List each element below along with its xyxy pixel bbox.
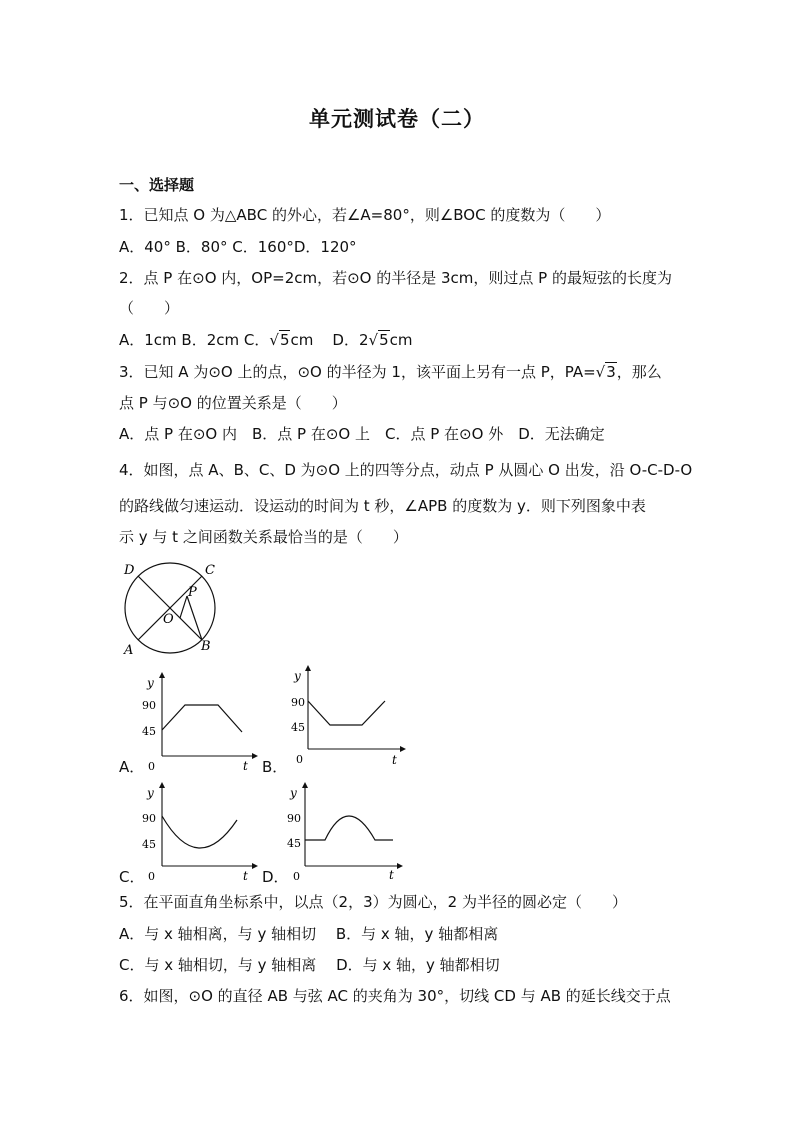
svg-text:y: y [294,669,301,683]
svg-text:0: 0 [293,870,300,883]
svg-text:y: y [147,786,154,800]
svg-text:t: t [389,868,394,882]
q3-options: A．点 P 在⊙O 内 B．点 P 在⊙O 上 C．点 P 在⊙O 外 D．无法确定 [119,425,605,443]
svg-text:y: y [147,676,154,690]
q3-stem-cont: 点 P 与⊙O 的位置关系是（ ） [119,394,347,412]
choice-a-label[interactable]: A． [119,758,145,776]
q2-stem: 2．点 P 在⊙O 内，OP=2cm，若⊙O 的半径是 3cm，则过点 P 的最短弦的长度为 [119,269,672,287]
graph-b [290,663,410,768]
svg-text:45: 45 [142,838,156,851]
svg-text:t: t [243,869,248,883]
choice-c-label[interactable]: C． [119,868,145,886]
q5-options-ab: A．与 x 轴相离，与 y 轴相切 B．与 x 轴，y 轴都相离 [119,925,499,943]
q2-unit-d: cm [389,331,413,349]
svg-text:90: 90 [142,699,156,712]
q3-sqrt: √3 [595,363,616,381]
graph-c-curve [162,816,237,848]
svg-text:0: 0 [148,870,155,883]
q1-options: A．40° B．80° C．160°D．120° [119,238,357,256]
label-o: O [163,612,174,627]
label-p: P [188,585,197,600]
graph-a [140,670,260,775]
q3-stem-post: ，那么 [616,363,662,381]
choice-b-label[interactable]: B． [262,758,288,776]
svg-text:45: 45 [291,721,305,734]
q2-unit-c: cm [290,331,314,349]
q2-option-ab: A．1cm B．2cm C． [119,331,270,349]
svg-text:90: 90 [287,812,301,825]
svg-text:0: 0 [148,760,155,773]
svg-text:90: 90 [142,812,156,825]
q2-sqrt-c: √5 [269,331,290,349]
page-title: 单元测试卷（二） [309,107,485,131]
q4-circle-figure [115,558,225,658]
graph-a-curve [162,705,242,732]
q4-line2: 的路线做匀速运动．设运动的时间为 t 秒，∠APB 的度数为 y．则下列图象中表 [119,497,646,515]
graph-d [285,780,405,885]
q3-stem-pre: 3．已知 A 为⊙O 上的点，⊙O 的半径为 1，该平面上另有一点 P，PA= [119,363,596,381]
graph-d-curve [305,816,393,840]
q4-line3: 示 y 与 t 之间函数关系最恰当的是（ ） [119,528,408,546]
q5-options-cd: C．与 x 轴相切，与 y 轴相离 D．与 x 轴，y 轴都相切 [119,956,500,974]
q3-stem [119,362,662,382]
svg-text:90: 90 [291,696,305,709]
svg-text:0: 0 [296,753,303,766]
svg-text:t: t [243,759,248,773]
section-heading: 一、选择题 [119,176,195,194]
svg-text:y: y [290,786,297,800]
q2-coef-d: 2 [358,331,369,349]
svg-text:t: t [392,753,397,767]
q2-sqrt-d: √5 [368,331,389,349]
q6-stem: 6．如图，⊙O 的直径 AB 与弦 AC 的夹角为 30°，切线 CD 与 AB 的延长线交于点 [119,987,671,1005]
q2-options [119,330,413,350]
label-d: D [124,563,135,578]
q2-stem-cont: （ ） [119,299,180,317]
graph-b-curve [308,701,385,725]
q4-line1: 4．如图，点 A、B、C、D 为⊙O 上的四等分点，动点 P 从圆心 O 出发，沿 O-C-D-O [119,461,693,479]
segment-pb [187,596,202,640]
q2-option-d: D． [332,331,359,349]
label-a: A [124,643,134,658]
segment-op [180,596,187,618]
q5-stem: 5．在平面直角坐标系中，以点（2，3）为圆心，2 为半径的圆必定（ ） [119,893,627,911]
svg-text:45: 45 [142,725,156,738]
svg-text:45: 45 [287,837,301,850]
label-b: B [201,639,211,654]
label-c: C [205,563,215,578]
graph-c [140,780,260,885]
choice-d-label[interactable]: D． [262,868,289,886]
q1-stem: 1．已知点 O 为△ABC 的外心，若∠A=80°，则∠BOC 的度数为（ ） [119,206,611,224]
